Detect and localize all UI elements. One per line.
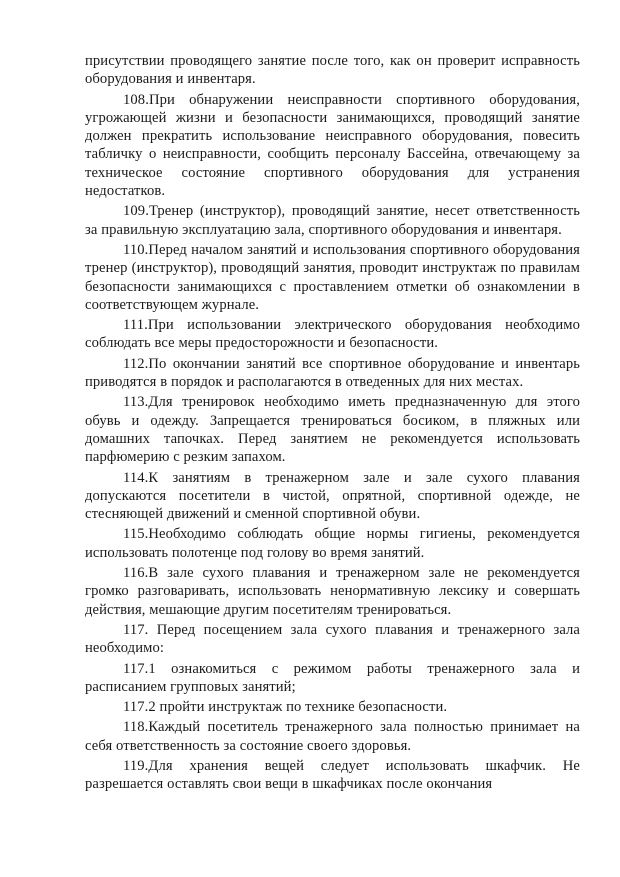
- paragraph-text: В зале сухого плавания и тренажерном зале не рекомендуется громко разговаривать, использовать ненормативную лексику и совершать действия, мешающие другим посетителям тренироваться.: [85, 565, 580, 618]
- paragraph-text: К занятиям в тренажерном зале и зале сухого плавания допускаются посетители в чистой, опрятной, спортивной одежде, не стесняющей движений и сменной спортивной обуви.: [85, 469, 580, 523]
- paragraph-117: [85, 621, 580, 658]
- document-page: [85, 52, 580, 796]
- paragraph-text: пройти инструктаж по технике безопасности.: [155, 699, 448, 716]
- paragraph-number: 108.: [123, 91, 149, 108]
- paragraph-111: [85, 316, 580, 353]
- paragraph-116: [85, 564, 580, 619]
- paragraph-text: По окончании занятий все спортивное оборудование и инвентарь приводятся в порядок и располагаются в отведенных для них местах.: [85, 355, 580, 391]
- paragraph-text: Для хранения вещей следует использовать шкафчик. Не разрешается оставлять свои вещи в шкафчиках после окончания: [85, 757, 580, 793]
- paragraph-number: 117.1: [123, 660, 156, 677]
- paragraph-text: Перед посещением зала сухого плавания и тренажерного зала необходимо:: [85, 621, 580, 657]
- paragraph-continuation: [85, 52, 580, 89]
- paragraph-text: При обнаружении неисправности спортивного оборудования, угрожающей жизни и безопасности занимающихся, проводящий занятие должен прекратить использование неисправного оборудования, повесить табличку о неисправности, сообщить персоналу Бассейна, отвечающему за техническое состояние спортивного оборудования для устранения недостатков.: [85, 91, 580, 200]
- paragraph-112: [85, 355, 580, 392]
- paragraph-108: [85, 91, 580, 201]
- paragraph-text: При использовании электрического оборудования необходимо соблюдать все меры предосторожности и безопасности.: [85, 317, 580, 352]
- paragraph-114: [85, 469, 580, 524]
- paragraph-number: 110.: [123, 241, 149, 258]
- paragraph-number: 109.: [123, 203, 149, 220]
- paragraph-number: 118.: [123, 719, 149, 736]
- paragraph-110: [85, 241, 580, 314]
- paragraph-text: Необходимо соблюдать общие нормы гигиены, рекомендуется использовать полотенце под голову во время занятий.: [85, 526, 580, 561]
- paragraph-number: 115.: [123, 526, 149, 543]
- paragraph-number: 116.: [123, 565, 149, 582]
- paragraph-text: Каждый посетитель тренажерного зала полностью принимает на себя ответственность за состояние своего здоровья.: [85, 719, 580, 754]
- paragraph-number: 112.: [123, 355, 149, 372]
- paragraph-119: [85, 757, 580, 794]
- paragraph-number: 117.: [123, 621, 149, 638]
- paragraph-115: [85, 525, 580, 562]
- paragraph-text: Для тренировок необходимо иметь предназначенную для этого обувь и одежду. Запрещается тренироваться босиком, в пляжных или домашних тапочках. Перед занятием не рекомендуется использовать парфюмерию с резким запахом.: [85, 394, 580, 466]
- paragraph-number: 117.2: [123, 699, 156, 716]
- paragraph-text: присутствии проводящего занятие после того, как он проверит исправность оборудования и инвентаря.: [85, 53, 580, 88]
- paragraph-109: [85, 202, 580, 239]
- paragraph-number: 111.: [123, 317, 148, 334]
- paragraph-117-2: [85, 698, 580, 716]
- paragraph-117-1: [85, 660, 580, 697]
- paragraph-number: 113.: [123, 394, 149, 411]
- paragraph-text: Перед началом занятий и использования спортивного оборудования тренер (инструктор), проводящий занятия, проводит инструктаж по правилам безопасности занимающихся с проставлением отметки об ознакомлении в соответствующем журнале.: [85, 241, 580, 313]
- paragraph-number: 119.: [123, 757, 149, 774]
- paragraph-118: [85, 718, 580, 755]
- paragraph-113: [85, 393, 580, 466]
- paragraph-number: 114.: [123, 469, 149, 486]
- paragraph-text: Тренер (инструктор), проводящий занятие, несет ответственность за правильную эксплуатацию зала, спортивного оборудования и инвентаря.: [85, 203, 580, 238]
- paragraph-text: ознакомиться с режимом работы тренажерного зала и расписанием групповых занятий;: [85, 660, 580, 695]
